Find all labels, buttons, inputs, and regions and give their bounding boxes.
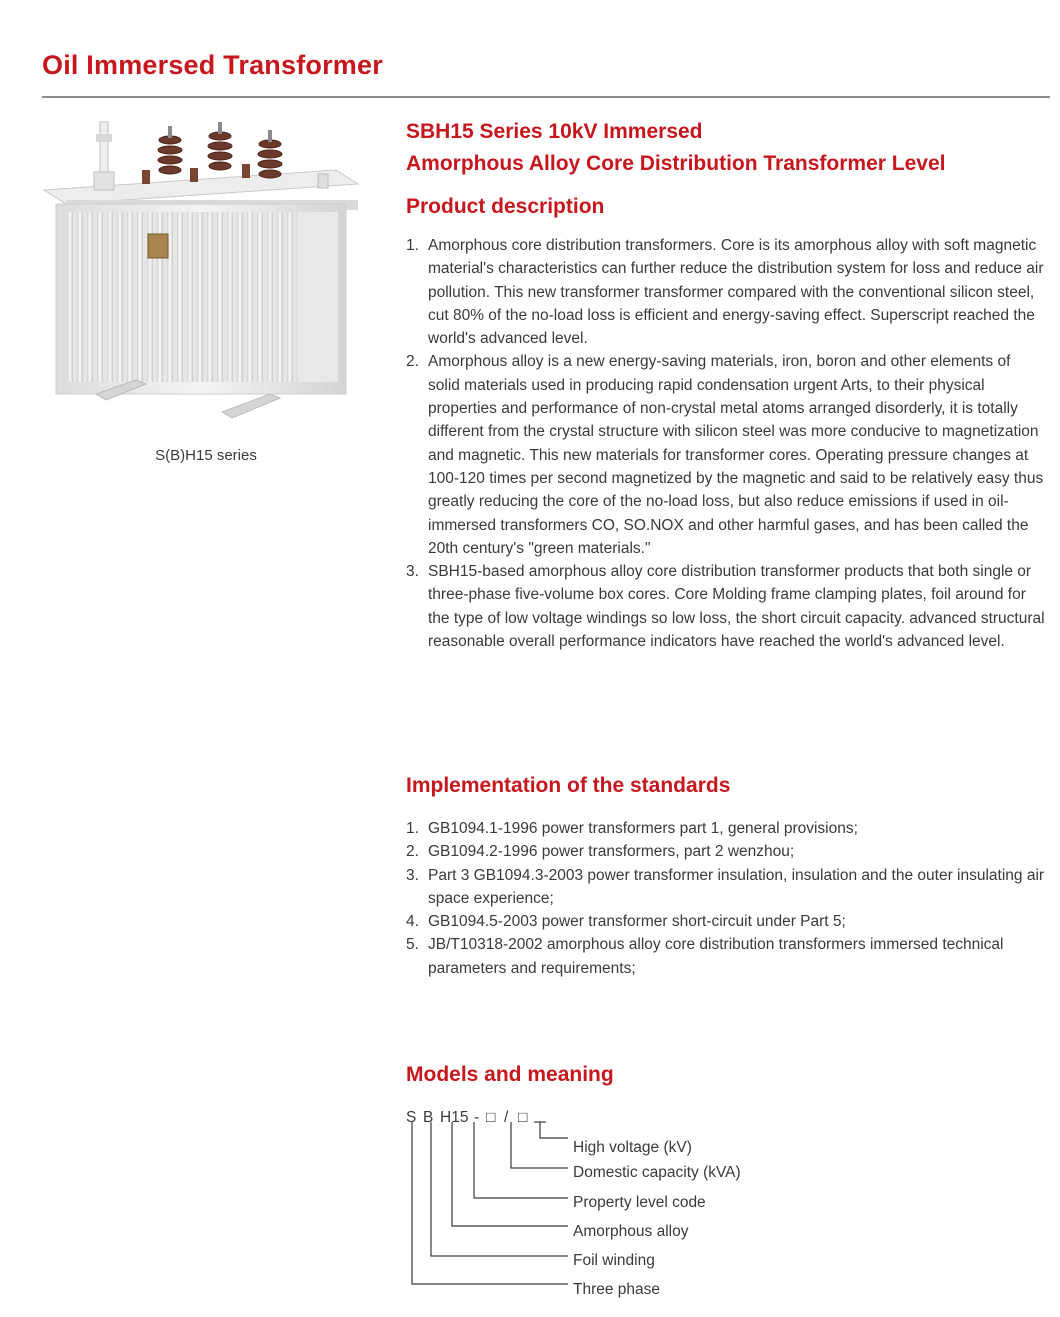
- label-domestic-capacity: Domestic capacity (kVA): [573, 1164, 741, 1181]
- product-heading-line2: Amorphous Alloy Core Distribution Transformer Level: [406, 152, 946, 175]
- code-dash: -: [474, 1109, 480, 1126]
- leader-property: [474, 1122, 568, 1198]
- list-item: 2. GB1094.2-1996 power transformers, part 2 wenzhou;: [406, 843, 795, 861]
- list-item: 3. Part 3 GB1094.3-2003 power transformer insulation, insulation and the outer insulating air space experience;: [406, 866, 1045, 907]
- leader-three-phase: [412, 1122, 568, 1284]
- label-property-level: Property level code: [573, 1194, 706, 1211]
- list-item: 5. JB/T10318-2002 amorphous alloy core distribution transformers immersed technical parameters and requirements;: [406, 936, 1004, 977]
- title-divider: [42, 96, 1050, 98]
- label-high-voltage: High voltage (kV): [573, 1139, 692, 1156]
- transformer-photo: [36, 112, 366, 432]
- code-box1: □: [486, 1109, 496, 1126]
- list-item: 1. GB1094.1-1996 power transformers part 1, general provisions;: [406, 820, 858, 837]
- list-item: 1. Amorphous core distribution transformers. Core is its amorphous alloy with soft magnetic material's characteristics can further reduce the distribution system for loss and reduce air pollution. This new transformer transformer compared with the conventional silicon steel, cut 80% of the no-load loss is efficient and energy-saving effect. Superscript reached the world's advanced level.: [406, 237, 1044, 348]
- standards-heading: Implementation of the standards: [406, 774, 731, 797]
- leader-high-voltage: [540, 1122, 568, 1138]
- code-s: S: [406, 1109, 417, 1126]
- code-h15: H15: [440, 1109, 469, 1126]
- code-slash: /: [504, 1109, 509, 1126]
- code-b: B: [423, 1109, 434, 1126]
- product-heading-line1: SBH15 Series 10kV Immersed: [406, 120, 703, 143]
- model-code-diagram: [404, 1102, 824, 1312]
- label-three-phase: Three phase: [573, 1281, 661, 1298]
- description-list: [406, 234, 1046, 653]
- product-heading: [406, 116, 945, 180]
- label-foil-winding: Foil winding: [573, 1252, 655, 1269]
- photo-caption: S(B)H15 series: [155, 447, 257, 464]
- models-heading: Models and meaning: [406, 1063, 614, 1086]
- product-description-heading: Product description: [406, 195, 605, 218]
- code-box2: □: [518, 1109, 528, 1126]
- list-item: 4. GB1094.5-2003 power transformer short-circuit under Part 5;: [406, 913, 846, 931]
- list-item: 3. SBH15-based amorphous alloy core distribution transformer products that both single or three-phase five-volume box cores. Core Molding frame clamping plates, foil around for the type of low voltage windings so low loss, the short circuit capacity. advanced structural reasonable overall performance indicators have reached the world's advanced level.: [406, 563, 1045, 651]
- page-title: Oil Immersed Transformer: [42, 50, 383, 80]
- label-amorphous-alloy: Amorphous alloy: [573, 1223, 689, 1240]
- standards-list: [406, 817, 1046, 980]
- list-item: 2. Amorphous alloy is a new energy-saving materials, iron, boron and other elements of solid materials used in producing rapid condensation urgent Arts, to their physical properties and performance of non-crystal metal atoms arranged disorderly, it is totally different from the crystal structure with silicon steel was more conducive to magnetization and magnetic. This new materials for transformer cores. Operating pressure changes at 100-120 times per second magnetized by the magnetic and said to be relatively easy thus greatly reducing the core of the no-load loss, but also reduce emissions if used in oil-immersed transformers CO, SO.NOX and other harmful gases, and has been called the 20th century's "green materials.": [406, 353, 1044, 557]
